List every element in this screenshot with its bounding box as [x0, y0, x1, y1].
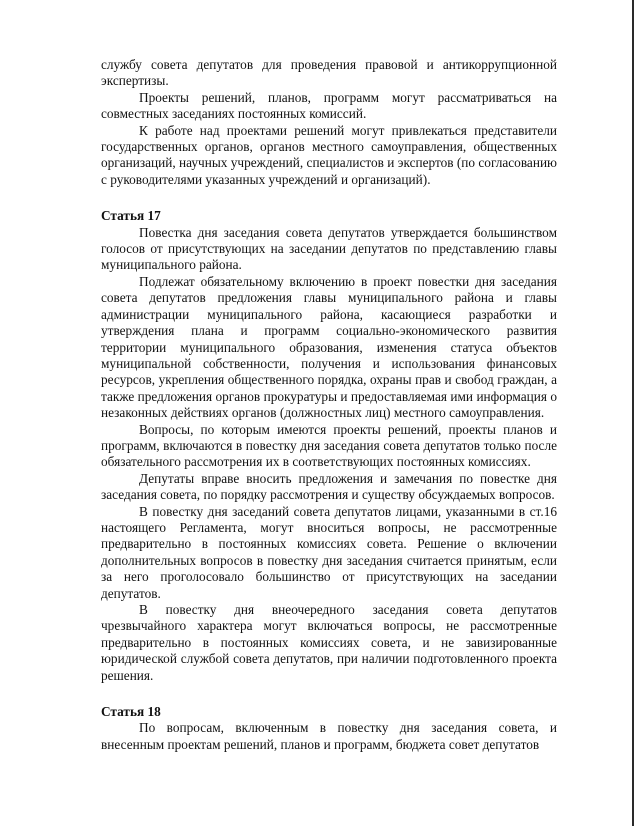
paragraph-involvement-of-representatives: К работе над проектами решений могут привлекаться представители государственных органов, органов местного самоуправления, общественных организаций, научных учреждений, специалистов и экспертов (по согласованию с руководителями указанных учреждений и организаций). — [101, 122, 557, 187]
article-17-paragraph-2: Подлежат обязательному включению в проект повестки дня заседания совета депутатов предложения главы муниципального района и главы администрации муниципального района, касающиеся разработки и утверждения плана и программ социально-экономического развития территории муниципального образования, изменения статуса объектов муниципальной собственности, получения и использования финансовых ресурсов, укрепления общественного порядка, охраны прав и свобод граждан, а также предложения органов прокуратуры и предоставляемая ими информация о незаконных действиях органов (должностных лиц) местного самоуправления. — [101, 273, 557, 421]
document-body — [101, 57, 557, 753]
paragraph-continuation: службу совета депутатов для проведения правовой и антикоррупционной экспертизы. — [101, 57, 557, 89]
article-17-paragraph-5: В повестку дня заседаний совета депутатов лицами, указанными в ст.16 настоящего Регламента, могут вноситься вопросы, не рассмотренные предварительно в постоянных комиссиях совета. Решение о включении дополнительных вопросов в повестку дня заседания считается принятым, если за него проголосовало большинство от присутствующих на заседании депутатов. — [101, 503, 557, 601]
article-18-heading: Статья 18 — [101, 704, 161, 720]
page-edge-shadow — [632, 0, 634, 826]
paragraph-joint-sessions: Проекты решений, планов, программ могут рассматриваться на совместных заседаниях постоянных комиссий. — [101, 89, 557, 122]
article-17-paragraph-3: Вопросы, по которым имеются проекты решений, проекты планов и программ, включаются в повестку дня заседания совета депутатов только после обязательного рассмотрения их в соответствующих постоянных комиссиях. — [101, 421, 557, 470]
article-17-paragraph-1: Повестка дня заседания совета депутатов утверждается большинством голосов от присутствующих на заседании депутатов по представлению главы муниципального района. — [101, 224, 557, 273]
article-17-paragraph-4: Депутаты вправе вносить предложения и замечания по повестке дня заседания совета, по порядку рассмотрения и существу обсуждаемых вопросов. — [101, 470, 557, 503]
article-18-paragraph-1: По вопросам, включенным в повестку дня заседания совета, и внесенным проектам решений, планов и программ, бюджета совет депутатов — [101, 720, 557, 752]
article-17-paragraph-6: В повестку дня внеочередного заседания совета депутатов чрезвычайного характера могут включаться вопросы, не рассмотренные предварительно в постоянных комиссиях совета, и не завизированные юридической службой совета депутатов, при наличии подготовленного проекта решения. — [101, 602, 557, 683]
article-17-heading: Статья 17 — [101, 208, 161, 224]
